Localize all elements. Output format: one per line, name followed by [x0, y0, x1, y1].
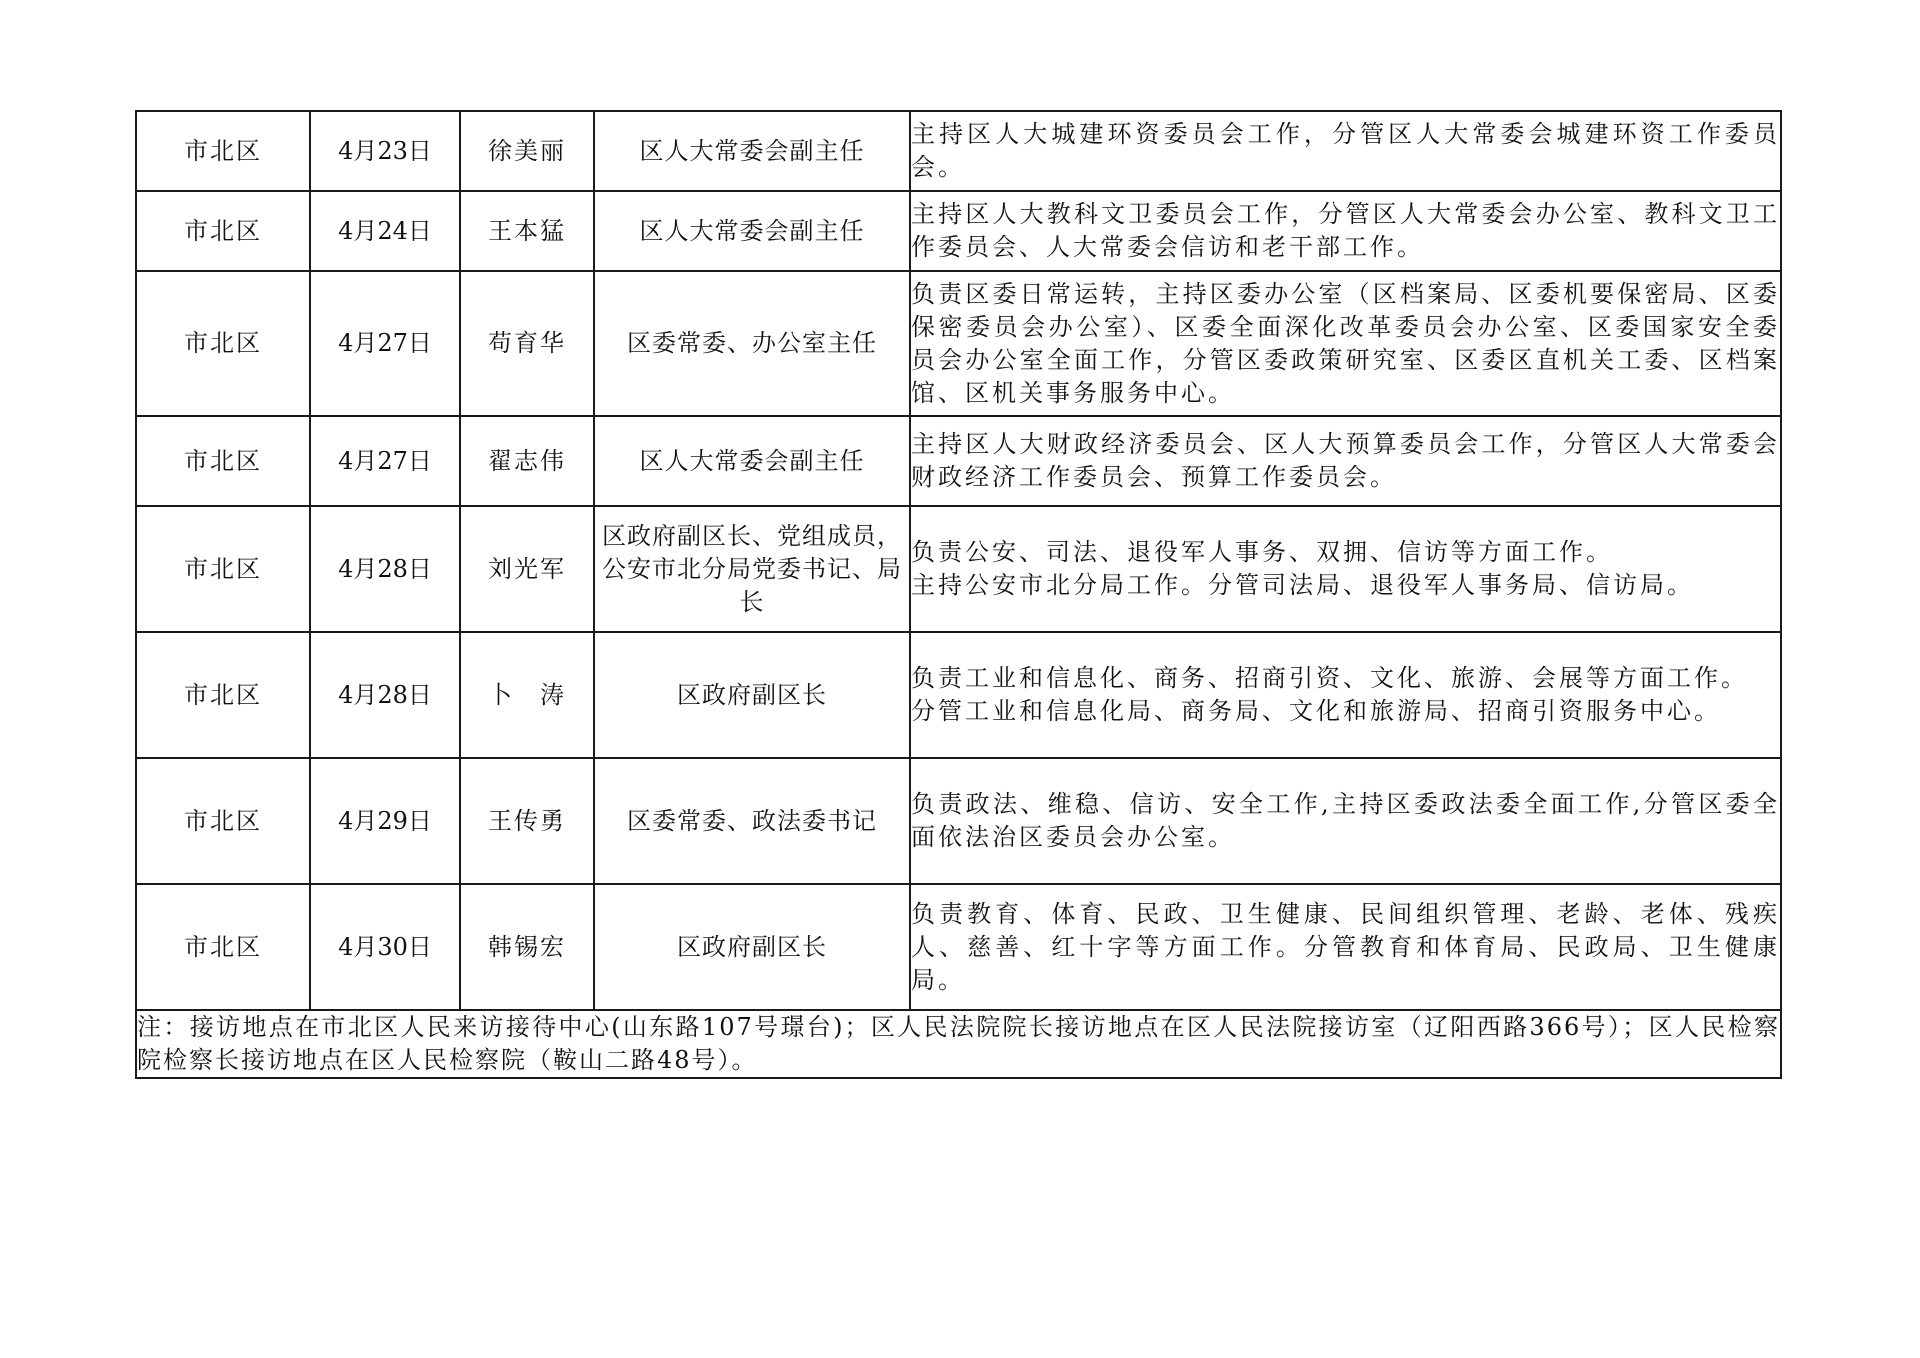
- table-row: [136, 191, 1781, 271]
- name-cell: 韩锡宏: [460, 884, 594, 1010]
- district-cell: 市北区: [136, 191, 310, 271]
- schedule-body: [136, 111, 1781, 1010]
- name-cell: 王传勇: [460, 758, 594, 884]
- name-cell: 翟志伟: [460, 416, 594, 506]
- title-cell: 区政府副区长: [594, 632, 910, 758]
- table-row: [136, 416, 1781, 506]
- duty-line: 主持区人大财政经济委员会、区人大预算委员会工作，分管区人大常委会财政经济工作委员会、预算工作委员会。: [911, 430, 1780, 491]
- title-cell: 区委常委、政法委书记: [594, 758, 910, 884]
- title-cell: 区政府副区长、党组成员，公安市北分局党委书记、局长: [594, 506, 910, 632]
- district-cell: 市北区: [136, 416, 310, 506]
- title-cell: 区政府副区长: [594, 884, 910, 1010]
- table-row: [136, 506, 1781, 632]
- title-cell: 区委常委、办公室主任: [594, 271, 910, 416]
- name-cell: 徐美丽: [460, 111, 594, 191]
- duties-cell: [910, 506, 1781, 632]
- name-cell: 苟育华: [460, 271, 594, 416]
- table-row: [136, 271, 1781, 416]
- date-cell: 4月27日: [310, 271, 460, 416]
- note-row: [136, 1010, 1781, 1078]
- note-text: 注：接访地点在市北区人民来访接待中心(山东路107号璟台)；区人民法院院长接访地点在区人民法院接访室（辽阳西路366号）；区人民检察院检察长接访地点在区人民检察院（鞍山二路48号）。: [136, 1010, 1781, 1078]
- table-row: [136, 632, 1781, 758]
- district-cell: 市北区: [136, 632, 310, 758]
- duty-line: 负责政法、维稳、信访、安全工作,主持区委政法委全面工作,分管区委全面依法治区委员会办公室。: [911, 790, 1780, 851]
- duties-cell: [910, 416, 1781, 506]
- schedule-sheet: [135, 110, 1782, 1079]
- duty-line: 负责工业和信息化、商务、招商引资、文化、旅游、会展等方面工作。: [911, 664, 1748, 692]
- district-cell: 市北区: [136, 111, 310, 191]
- district-cell: 市北区: [136, 271, 310, 416]
- date-cell: 4月24日: [310, 191, 460, 271]
- table-row: [136, 111, 1781, 191]
- reception-schedule-table: [135, 110, 1782, 1079]
- date-cell: 4月28日: [310, 506, 460, 632]
- date-cell: 4月23日: [310, 111, 460, 191]
- title-cell: 区人大常委会副主任: [594, 111, 910, 191]
- duties-cell: [910, 191, 1781, 271]
- title-cell: 区人大常委会副主任: [594, 416, 910, 506]
- name-cell: 王本猛: [460, 191, 594, 271]
- date-cell: 4月29日: [310, 758, 460, 884]
- date-cell: 4月28日: [310, 632, 460, 758]
- duties-cell: [910, 884, 1781, 1010]
- duty-line: 负责区委日常运转，主持区委办公室（区档案局、区委机要保密局、区委保密委员会办公室）、区委全面深化改革委员会办公室、区委国家安全委员会办公室全面工作，分管区委政策研究室、区委区直机关工委、区档案馆、区机关事务服务中心。: [911, 279, 1780, 407]
- duties-cell: [910, 271, 1781, 416]
- duty-line: 主持区人大城建环资委员会工作，分管区人大常委会城建环资工作委员会。: [911, 120, 1780, 181]
- name-cell: 卜 涛: [460, 632, 594, 758]
- duties-cell: [910, 758, 1781, 884]
- district-cell: 市北区: [136, 758, 310, 884]
- duty-line: 负责公安、司法、退役军人事务、双拥、信访等方面工作。: [911, 538, 1613, 566]
- duties-cell: [910, 632, 1781, 758]
- duty-line: 负责教育、体育、民政、卫生健康、民间组织管理、老龄、老体、残疾人、慈善、红十字等方面工作。分管教育和体育局、民政局、卫生健康局。: [911, 899, 1780, 994]
- duty-line: 分管工业和信息化局、商务局、文化和旅游局、招商引资服务中心。: [911, 697, 1721, 725]
- duties-cell: [910, 111, 1781, 191]
- district-cell: 市北区: [136, 884, 310, 1010]
- duty-line: 主持公安市北分局工作。分管司法局、退役军人事务局、信访局。: [911, 571, 1694, 599]
- duty-line: 主持区人大教科文卫委员会工作，分管区人大常委会办公室、教科文卫工作委员会、人大常委会信访和老干部工作。: [911, 200, 1780, 261]
- table-row: [136, 884, 1781, 1010]
- table-row: [136, 758, 1781, 884]
- name-cell: 刘光军: [460, 506, 594, 632]
- date-cell: 4月30日: [310, 884, 460, 1010]
- date-cell: 4月27日: [310, 416, 460, 506]
- district-cell: 市北区: [136, 506, 310, 632]
- title-cell: 区人大常委会副主任: [594, 191, 910, 271]
